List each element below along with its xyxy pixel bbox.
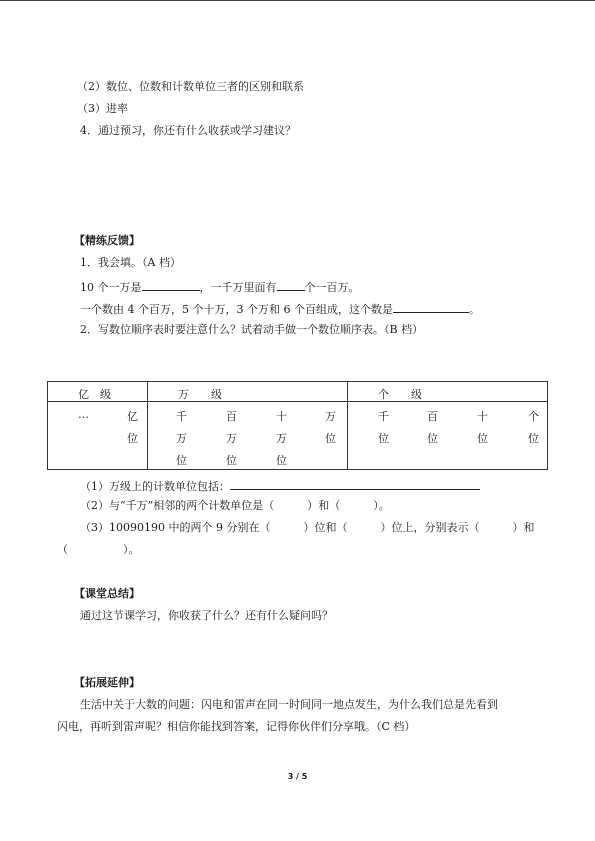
table-cell-wan [148,402,348,470]
subquestion-1 [80,478,480,494]
table-header-yi [48,382,148,402]
summary-text: 通过这节课学习，你收获了什么？还有什么疑问吗？ [80,609,333,622]
place-baiwan-char-3: 位 [226,454,237,467]
summary-heading: 【课堂总结】 [74,587,140,600]
ellipsis-mark: … [78,408,89,421]
subquestion-1-text: （1）万级上的计数单位包括： [80,480,230,493]
practice-question-2: 2．写数位顺序表时要注意什么？试着动手做一个数位顺序表。（B 档） [80,323,424,336]
place-baiwan-char-2: 万 [226,432,237,445]
place-qianwan-char-1: 千 [176,410,187,423]
place-shi-char-1: 十 [477,410,488,423]
table-cell-ge [348,402,548,470]
fill-line-1-part-a: 10 个一万是 [80,281,142,294]
place-ge-char-1: 个 [528,410,539,423]
preview-item-3: （3）进率 [77,102,128,115]
table-header-ge [348,382,548,402]
subquestion-3-continued: （ ）。 [57,543,140,556]
place-baiwan-char-1: 百 [226,410,237,423]
place-qian-char-1: 千 [378,410,389,423]
place-qianwan-char-3: 位 [176,454,187,467]
fill-line-2 [80,301,480,317]
practice-heading: 【精练反馈】 [74,234,140,247]
place-shiwan-char-1: 十 [276,410,287,423]
place-ge-char-2: 位 [528,432,539,445]
answer-blank-4[interactable] [230,478,480,490]
preview-question-4: 4．通过预习，你还有什么收获或学习建议？ [80,124,296,137]
place-yi-char-1: 亿 [127,410,138,423]
extension-heading: 【拓展延伸】 [74,676,140,689]
page-top-rule [0,0,595,1]
header-wan-level: 万 级 [178,388,222,401]
fill-line-1-part-c: 个一百万。 [304,281,360,294]
practice-question-1: 1．我会填。（A 档） [80,256,181,269]
place-shiwan-char-3: 位 [276,454,287,467]
fill-line-2-part-a: 一个数由 4 个百万，5 个十万，3 个万和 6 个百组成，这个数是 [80,303,393,316]
place-wan-char-2: 位 [325,432,336,445]
place-bai-char-2: 位 [427,432,438,445]
extension-line-2: 闪电，再听到雷声呢？相信你能找到答案，记得你伙伴们分享哦。（C 档） [57,720,416,733]
place-qian-char-2: 位 [378,432,389,445]
answer-blank-2[interactable] [277,279,305,291]
subquestion-2: （2）与“千万”相邻的两个计数单位是（ ）和（ ）。 [80,499,390,512]
extension-line-1: 生活中关于大数的问题：闪电和雷声在同一时间同一地点发生，为什么我们总是先看到 [80,698,498,711]
place-value-table [47,381,548,470]
place-wan-char-1: 万 [325,410,336,423]
place-qianwan-char-2: 万 [176,432,187,445]
place-yi-char-2: 位 [127,432,138,445]
table-cell-yi [48,402,148,470]
table-header-wan [148,382,348,402]
fill-line-2-part-b: 。 [468,303,480,316]
header-ge-level: 个 级 [378,388,422,401]
place-shiwan-char-2: 万 [276,432,287,445]
preview-item-2: （2）数位、位数和计数单位三者的区别和联系 [77,80,304,93]
page-number: 3 / 5 [287,772,308,781]
fill-line-1-part-b: ，一千万里面有 [199,281,277,294]
subquestion-3: （3）10090190 中的两个 9 分别在（ ）位和（ ）位上，分别表示（ ）和 [80,521,535,534]
header-yi-level: 亿 级 [78,388,111,401]
answer-blank-3[interactable] [393,301,469,313]
place-shi-char-2: 位 [477,432,488,445]
fill-line-1 [80,279,360,295]
place-bai-char-1: 百 [427,410,438,423]
answer-blank-1[interactable] [142,279,200,291]
